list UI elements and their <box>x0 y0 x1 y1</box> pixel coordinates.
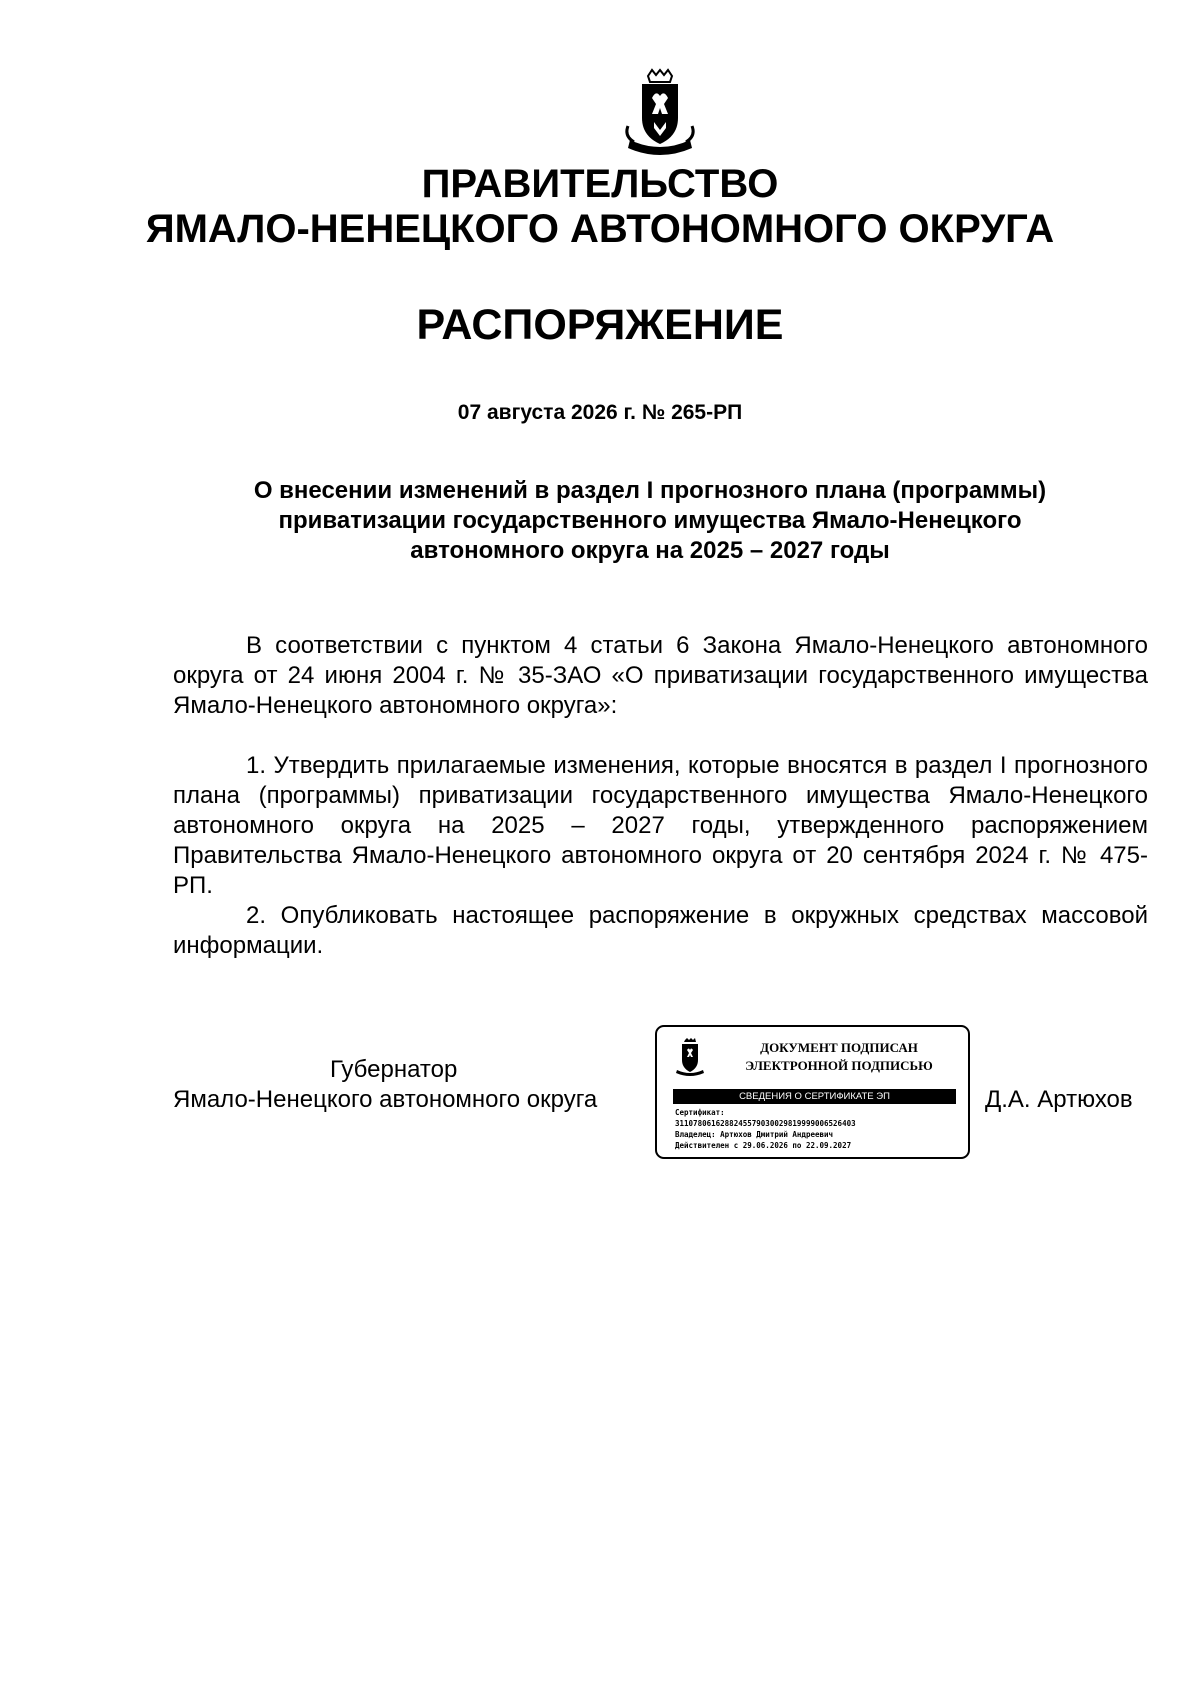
document-subject: О внесении изменений в раздел I прогнозного плана (программы) приватизации государственного имущества Ямало-Ненецкого автономного округа на 2025 – 2027 годы <box>253 477 1047 564</box>
stamp-emblem-icon <box>675 1037 705 1077</box>
certificate-label: Сертификат: <box>675 1108 725 1117</box>
stamp-title-line: ЭЛЕКТРОННОЙ ПОДПИСЬЮ <box>745 1058 933 1073</box>
stamp-title <box>719 1039 959 1075</box>
list-item: 1. Утвердить прилагаемые изменения, которые вносятся в раздел I прогнозного плана (программы) приватизации государственного имущества Ямало-Ненецкого автономного округа на 2025 – 2027 годы, утвержденного распоряжением Правительства Ямало-Ненецкого автономного округа от 20 сентября 2024 г. № 475-РП. <box>173 752 1148 899</box>
document-date-number: 07 августа 2026 г. № 265-РП <box>457 401 743 424</box>
intro-paragraph: В соответствии с пунктом 4 статьи 6 Закона Ямало-Ненецкого автономного округа от 24 июня 2004 г. № 35-ЗАО «О приватизации государственного имущества Ямало-Ненецкого автономного округа»: <box>173 632 1148 719</box>
document-type-heading: РАСПОРЯЖЕНИЕ <box>416 301 784 349</box>
certificate-number: 3110780616288245579030029819999006526403 <box>675 1119 856 1128</box>
stamp-certificate-bar: СВЕДЕНИЯ О СЕРТИФИКАТЕ ЭП <box>673 1089 956 1104</box>
coat-of-arms-emblem <box>622 68 698 158</box>
signer-position: Губернатор <box>330 1056 458 1083</box>
list-item: 2. Опубликовать настоящее распоряжение в окружных средствах массовой информации. <box>173 902 1148 959</box>
stamp-title-line: ДОКУМЕНТ ПОДПИСАН <box>760 1040 918 1055</box>
signer-name: Д.А. Артюхов <box>985 1086 1133 1113</box>
certificate-validity: Действителен с 29.06.2026 по 22.09.2027 <box>675 1141 852 1150</box>
electronic-signature-stamp <box>655 1025 970 1159</box>
certificate-owner: Владелец: Артюхов Дмитрий Андреевич <box>675 1130 834 1139</box>
stamp-certificate-details <box>675 1107 856 1151</box>
signer-position-region: Ямало-Ненецкого автономного округа <box>173 1086 598 1113</box>
government-title: ПРАВИТЕЛЬСТВО <box>421 162 779 206</box>
government-region-title: ЯМАЛО-НЕНЕЦКОГО АВТОНОМНОГО ОКРУГА <box>145 207 1055 251</box>
